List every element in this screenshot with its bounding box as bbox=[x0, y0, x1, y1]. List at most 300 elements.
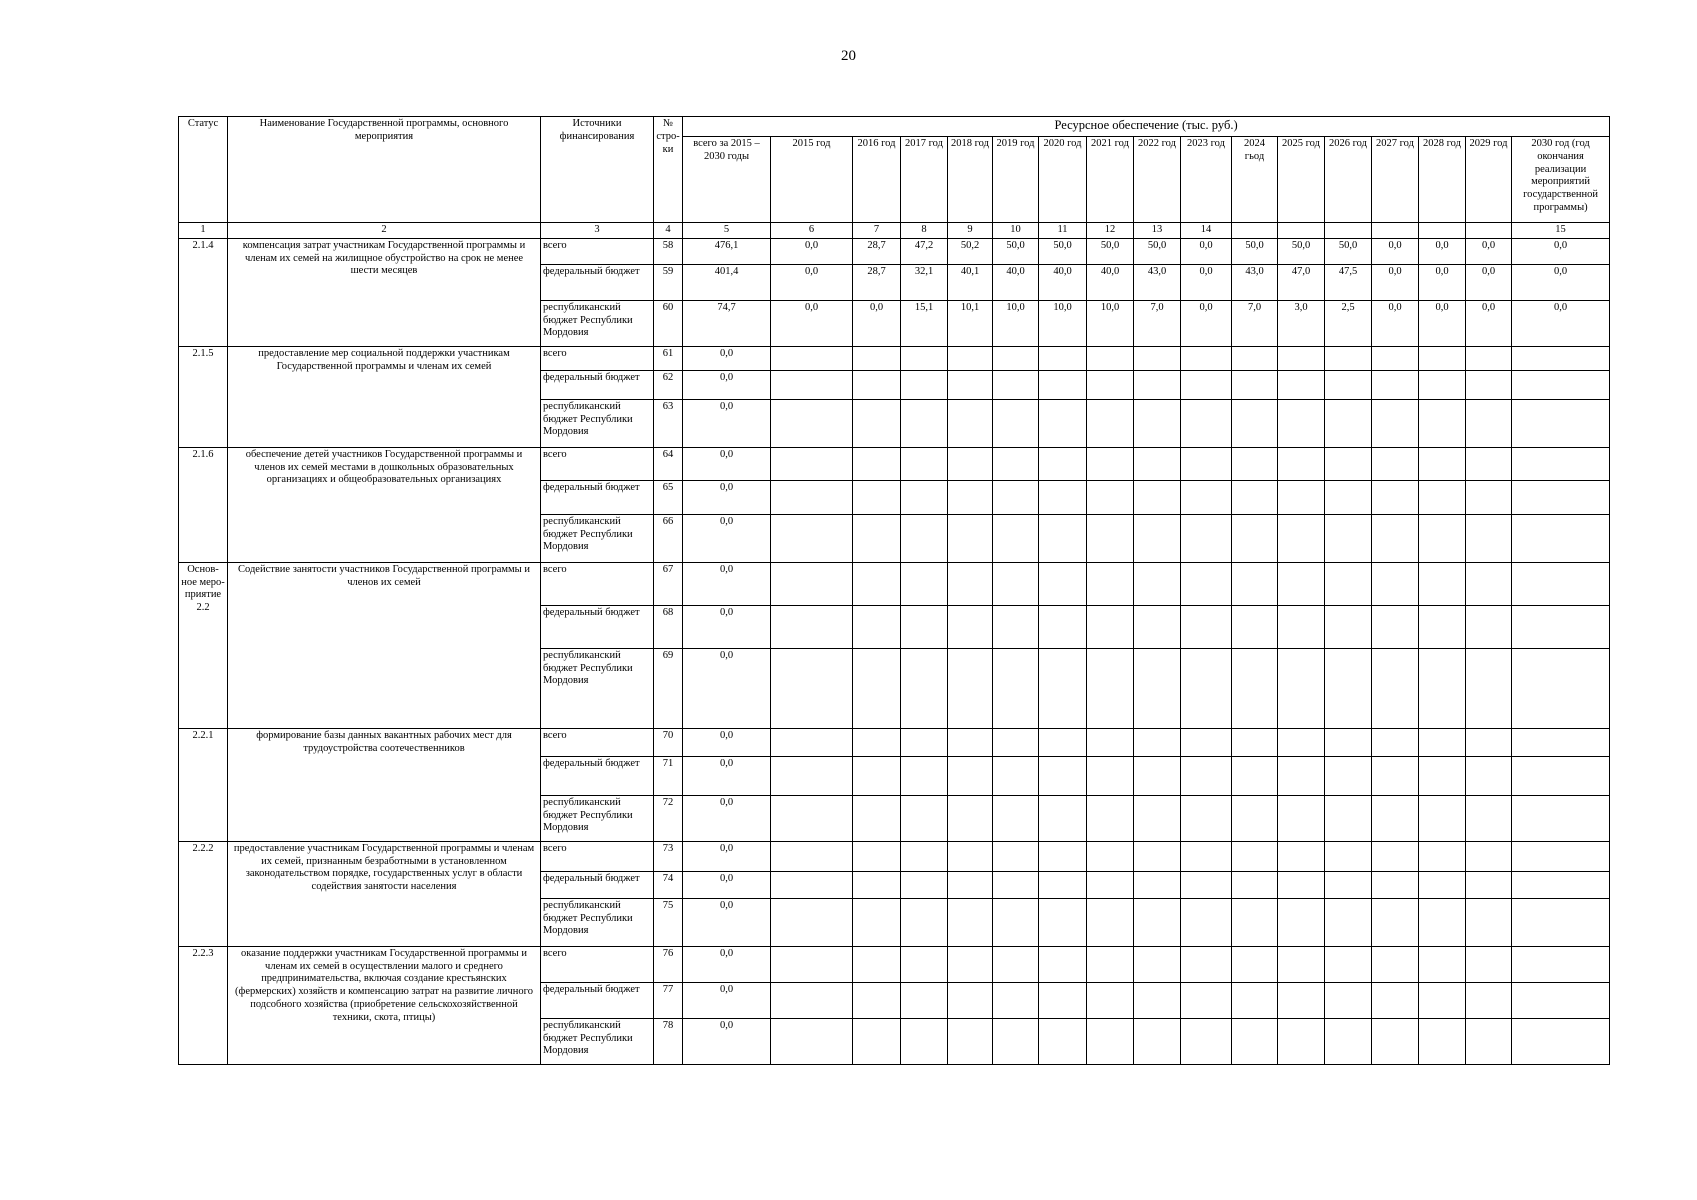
value-cell bbox=[1039, 946, 1087, 982]
value-cell bbox=[1181, 728, 1232, 756]
value-cell: 10,0 bbox=[993, 300, 1039, 346]
value-cell bbox=[1181, 346, 1232, 370]
source-cell: всего bbox=[541, 841, 654, 871]
value-cell bbox=[1325, 648, 1372, 728]
column-number: 8 bbox=[901, 223, 948, 239]
value-cell bbox=[771, 480, 853, 514]
value-cell bbox=[1039, 1018, 1087, 1064]
value-cell bbox=[1419, 982, 1466, 1018]
source-cell: федеральный бюджет bbox=[541, 982, 654, 1018]
value-cell bbox=[853, 982, 901, 1018]
value-cell bbox=[1134, 1018, 1181, 1064]
value-cell bbox=[1039, 898, 1087, 946]
column-number: 15 bbox=[1512, 223, 1610, 239]
row-number-cell: 63 bbox=[654, 399, 683, 447]
value-cell bbox=[1419, 370, 1466, 399]
value-cell: 0,0 bbox=[1181, 300, 1232, 346]
value-cell bbox=[1372, 480, 1419, 514]
value-cell bbox=[993, 605, 1039, 648]
source-cell: республиканский бюджет Республики Мордовия bbox=[541, 514, 654, 562]
value-cell: 0,0 bbox=[1419, 300, 1466, 346]
value-cell: 0,0 bbox=[683, 728, 771, 756]
value-cell: 0,0 bbox=[1512, 300, 1610, 346]
value-cell: 0,0 bbox=[1466, 264, 1512, 300]
value-cell bbox=[993, 648, 1039, 728]
source-cell: федеральный бюджет bbox=[541, 264, 654, 300]
column-number bbox=[1466, 223, 1512, 239]
value-cell bbox=[1325, 514, 1372, 562]
value-cell bbox=[1466, 648, 1512, 728]
row-number-cell: 62 bbox=[654, 370, 683, 399]
value-cell bbox=[1087, 480, 1134, 514]
value-cell bbox=[1232, 514, 1278, 562]
value-cell bbox=[771, 982, 853, 1018]
value-cell: 28,7 bbox=[853, 264, 901, 300]
value-cell bbox=[1278, 605, 1325, 648]
value-cell bbox=[948, 728, 993, 756]
value-cell bbox=[901, 871, 948, 898]
value-cell bbox=[1134, 514, 1181, 562]
value-cell bbox=[1466, 399, 1512, 447]
value-cell bbox=[853, 1018, 901, 1064]
value-cell bbox=[948, 447, 993, 480]
value-cell bbox=[853, 648, 901, 728]
value-cell bbox=[1232, 982, 1278, 1018]
status-cell: 2.1.5 bbox=[179, 346, 228, 447]
value-cell: 40,0 bbox=[993, 264, 1039, 300]
table-row bbox=[179, 238, 1610, 264]
value-cell: 0,0 bbox=[683, 514, 771, 562]
column-number: 9 bbox=[948, 223, 993, 239]
source-cell: республиканский бюджет Республики Мордовия bbox=[541, 300, 654, 346]
value-cell: 0,0 bbox=[683, 898, 771, 946]
value-cell bbox=[1466, 370, 1512, 399]
value-cell bbox=[948, 871, 993, 898]
column-number: 3 bbox=[541, 223, 654, 239]
value-cell bbox=[1466, 514, 1512, 562]
value-cell bbox=[1419, 946, 1466, 982]
value-cell bbox=[1278, 514, 1325, 562]
value-cell: 0,0 bbox=[771, 300, 853, 346]
value-cell: 43,0 bbox=[1232, 264, 1278, 300]
value-cell bbox=[1512, 346, 1610, 370]
value-cell bbox=[1512, 447, 1610, 480]
value-cell: 32,1 bbox=[901, 264, 948, 300]
row-number-cell: 77 bbox=[654, 982, 683, 1018]
value-cell bbox=[1278, 447, 1325, 480]
value-cell: 7,0 bbox=[1134, 300, 1181, 346]
header-year: 2015 год bbox=[771, 137, 853, 223]
column-number bbox=[1232, 223, 1278, 239]
value-cell: 0,0 bbox=[1512, 264, 1610, 300]
value-cell bbox=[771, 605, 853, 648]
value-cell bbox=[1512, 648, 1610, 728]
value-cell bbox=[1181, 795, 1232, 841]
value-cell bbox=[1181, 841, 1232, 871]
value-cell bbox=[948, 1018, 993, 1064]
source-cell: всего bbox=[541, 728, 654, 756]
value-cell bbox=[1134, 795, 1181, 841]
value-cell bbox=[1181, 1018, 1232, 1064]
value-cell bbox=[901, 946, 948, 982]
value-cell bbox=[1325, 1018, 1372, 1064]
value-cell bbox=[948, 795, 993, 841]
value-cell bbox=[1232, 480, 1278, 514]
value-cell bbox=[1181, 871, 1232, 898]
value-cell: 0,0 bbox=[1419, 264, 1466, 300]
value-cell bbox=[948, 898, 993, 946]
value-cell bbox=[1278, 648, 1325, 728]
value-cell bbox=[1278, 756, 1325, 795]
row-number-cell: 60 bbox=[654, 300, 683, 346]
value-cell bbox=[1278, 982, 1325, 1018]
value-cell bbox=[1087, 447, 1134, 480]
value-cell bbox=[901, 370, 948, 399]
column-number: 10 bbox=[993, 223, 1039, 239]
value-cell: 0,0 bbox=[1181, 238, 1232, 264]
value-cell bbox=[1134, 399, 1181, 447]
value-cell bbox=[771, 370, 853, 399]
header-year: 2019 год bbox=[993, 137, 1039, 223]
value-cell bbox=[1134, 605, 1181, 648]
value-cell: 10,1 bbox=[948, 300, 993, 346]
value-cell bbox=[993, 399, 1039, 447]
value-cell bbox=[853, 841, 901, 871]
value-cell bbox=[1134, 982, 1181, 1018]
table-row bbox=[179, 562, 1610, 605]
value-cell bbox=[993, 346, 1039, 370]
row-number-cell: 58 bbox=[654, 238, 683, 264]
value-cell bbox=[1372, 447, 1419, 480]
value-cell bbox=[901, 898, 948, 946]
program-name-cell: предоставление участникам Государственной программы и членам их семей, признанным безработными в установленном законодательством порядке, государственных услуг в области содействия занятости населения bbox=[228, 841, 541, 946]
value-cell: 0,0 bbox=[683, 605, 771, 648]
value-cell bbox=[901, 728, 948, 756]
value-cell bbox=[948, 982, 993, 1018]
value-cell bbox=[1039, 841, 1087, 871]
value-cell bbox=[853, 562, 901, 605]
value-cell bbox=[901, 399, 948, 447]
value-cell bbox=[1419, 562, 1466, 605]
header-sources: Источники финансирования bbox=[541, 117, 654, 223]
value-cell bbox=[1181, 370, 1232, 399]
status-cell: 2.2.3 bbox=[179, 946, 228, 1064]
value-cell bbox=[1325, 841, 1372, 871]
value-cell bbox=[1512, 1018, 1610, 1064]
value-cell bbox=[948, 946, 993, 982]
value-cell bbox=[993, 562, 1039, 605]
row-number-cell: 74 bbox=[654, 871, 683, 898]
source-cell: федеральный бюджет bbox=[541, 756, 654, 795]
value-cell bbox=[853, 480, 901, 514]
value-cell bbox=[1372, 795, 1419, 841]
value-cell bbox=[1232, 946, 1278, 982]
program-name-cell: компенсация затрат участникам Государственной программы и членам их семей на жилищное обустройство на срок не менее шести месяцев bbox=[228, 238, 541, 346]
value-cell: 3,0 bbox=[1278, 300, 1325, 346]
value-cell bbox=[1466, 841, 1512, 871]
value-cell: 50,0 bbox=[1087, 238, 1134, 264]
row-number-cell: 71 bbox=[654, 756, 683, 795]
value-cell: 47,5 bbox=[1325, 264, 1372, 300]
value-cell: 74,7 bbox=[683, 300, 771, 346]
row-number-cell: 67 bbox=[654, 562, 683, 605]
value-cell bbox=[1232, 447, 1278, 480]
value-cell bbox=[1232, 399, 1278, 447]
header-name: Наименование Государственной программы, основного мероприятия bbox=[228, 117, 541, 223]
row-number-cell: 66 bbox=[654, 514, 683, 562]
value-cell bbox=[1512, 982, 1610, 1018]
value-cell: 0,0 bbox=[1372, 238, 1419, 264]
value-cell bbox=[1466, 447, 1512, 480]
status-cell: 2.2.2 bbox=[179, 841, 228, 946]
value-cell bbox=[948, 605, 993, 648]
value-cell bbox=[1325, 871, 1372, 898]
value-cell bbox=[1181, 447, 1232, 480]
program-name-cell: Содействие занятости участников Государственной программы и членов их семей bbox=[228, 562, 541, 728]
value-cell bbox=[1419, 756, 1466, 795]
value-cell bbox=[1039, 795, 1087, 841]
header-year: 2026 год bbox=[1325, 137, 1372, 223]
value-cell bbox=[1232, 346, 1278, 370]
value-cell: 0,0 bbox=[683, 871, 771, 898]
value-cell bbox=[1039, 399, 1087, 447]
row-number-cell: 75 bbox=[654, 898, 683, 946]
value-cell bbox=[993, 841, 1039, 871]
value-cell bbox=[1278, 728, 1325, 756]
value-cell: 40,0 bbox=[1087, 264, 1134, 300]
value-cell bbox=[1278, 946, 1325, 982]
value-cell: 0,0 bbox=[1372, 300, 1419, 346]
value-cell: 50,2 bbox=[948, 238, 993, 264]
value-cell bbox=[1372, 514, 1419, 562]
column-number: 12 bbox=[1087, 223, 1134, 239]
value-cell bbox=[1278, 871, 1325, 898]
value-cell: 401,4 bbox=[683, 264, 771, 300]
value-cell: 50,0 bbox=[1039, 238, 1087, 264]
value-cell bbox=[1087, 346, 1134, 370]
value-cell bbox=[1039, 728, 1087, 756]
value-cell: 0,0 bbox=[683, 480, 771, 514]
header-status: Статус bbox=[179, 117, 228, 223]
value-cell: 0,0 bbox=[1181, 264, 1232, 300]
value-cell bbox=[901, 346, 948, 370]
value-cell bbox=[1087, 514, 1134, 562]
value-cell: 40,0 bbox=[1039, 264, 1087, 300]
source-cell: республиканский бюджет Республики Мордовия bbox=[541, 399, 654, 447]
value-cell: 50,0 bbox=[993, 238, 1039, 264]
value-cell bbox=[993, 898, 1039, 946]
value-cell bbox=[1232, 648, 1278, 728]
value-cell bbox=[1466, 982, 1512, 1018]
value-cell bbox=[1372, 946, 1419, 982]
value-cell bbox=[853, 447, 901, 480]
value-cell bbox=[1278, 841, 1325, 871]
header-year: всего за 2015 – 2030 годы bbox=[683, 137, 771, 223]
value-cell bbox=[1039, 346, 1087, 370]
value-cell: 50,0 bbox=[1134, 238, 1181, 264]
value-cell bbox=[1325, 795, 1372, 841]
value-cell: 0,0 bbox=[1466, 300, 1512, 346]
value-cell bbox=[1181, 562, 1232, 605]
value-cell bbox=[1134, 756, 1181, 795]
value-cell bbox=[993, 480, 1039, 514]
value-cell bbox=[993, 795, 1039, 841]
value-cell bbox=[1039, 648, 1087, 728]
header-year: 2023 год bbox=[1181, 137, 1232, 223]
value-cell bbox=[853, 399, 901, 447]
value-cell: 7,0 bbox=[1232, 300, 1278, 346]
source-cell: всего bbox=[541, 946, 654, 982]
value-cell: 47,2 bbox=[901, 238, 948, 264]
value-cell bbox=[771, 871, 853, 898]
value-cell bbox=[1512, 946, 1610, 982]
value-cell bbox=[1134, 447, 1181, 480]
value-cell bbox=[1512, 562, 1610, 605]
column-number: 13 bbox=[1134, 223, 1181, 239]
value-cell bbox=[1134, 946, 1181, 982]
value-cell bbox=[1419, 399, 1466, 447]
value-cell bbox=[993, 728, 1039, 756]
value-cell bbox=[1087, 648, 1134, 728]
value-cell: 15,1 bbox=[901, 300, 948, 346]
value-cell bbox=[853, 728, 901, 756]
value-cell bbox=[948, 841, 993, 871]
table-row bbox=[179, 946, 1610, 982]
value-cell bbox=[901, 1018, 948, 1064]
value-cell bbox=[1419, 841, 1466, 871]
table-row bbox=[179, 447, 1610, 480]
header-year: 2028 год bbox=[1419, 137, 1466, 223]
status-cell: 2.1.6 bbox=[179, 447, 228, 562]
value-cell bbox=[1181, 605, 1232, 648]
value-cell bbox=[1466, 1018, 1512, 1064]
value-cell: 0,0 bbox=[771, 264, 853, 300]
value-cell bbox=[771, 898, 853, 946]
value-cell bbox=[948, 370, 993, 399]
value-cell bbox=[1039, 871, 1087, 898]
value-cell bbox=[1181, 514, 1232, 562]
value-cell bbox=[1325, 447, 1372, 480]
value-cell bbox=[901, 841, 948, 871]
value-cell bbox=[948, 562, 993, 605]
value-cell bbox=[1325, 946, 1372, 982]
value-cell bbox=[1325, 605, 1372, 648]
value-cell bbox=[1419, 1018, 1466, 1064]
column-number: 2 bbox=[228, 223, 541, 239]
value-cell bbox=[1372, 898, 1419, 946]
row-number-cell: 69 bbox=[654, 648, 683, 728]
value-cell bbox=[1181, 982, 1232, 1018]
value-cell bbox=[771, 841, 853, 871]
value-cell bbox=[1039, 514, 1087, 562]
header-year: 2024 гьод bbox=[1232, 137, 1278, 223]
value-cell: 50,0 bbox=[1232, 238, 1278, 264]
value-cell bbox=[1039, 562, 1087, 605]
value-cell bbox=[1419, 514, 1466, 562]
column-number bbox=[1419, 223, 1466, 239]
value-cell bbox=[771, 399, 853, 447]
value-cell bbox=[853, 795, 901, 841]
value-cell bbox=[771, 1018, 853, 1064]
value-cell: 47,0 bbox=[1278, 264, 1325, 300]
value-cell bbox=[1325, 728, 1372, 756]
value-cell: 476,1 bbox=[683, 238, 771, 264]
row-number-cell: 72 bbox=[654, 795, 683, 841]
value-cell: 10,0 bbox=[1039, 300, 1087, 346]
value-cell bbox=[901, 480, 948, 514]
value-cell bbox=[1134, 346, 1181, 370]
value-cell: 0,0 bbox=[1419, 238, 1466, 264]
value-cell bbox=[1134, 480, 1181, 514]
value-cell bbox=[1372, 370, 1419, 399]
value-cell bbox=[1372, 728, 1419, 756]
value-cell bbox=[948, 756, 993, 795]
value-cell bbox=[853, 605, 901, 648]
value-cell bbox=[1372, 562, 1419, 605]
column-number: 7 bbox=[853, 223, 901, 239]
value-cell: 0,0 bbox=[853, 300, 901, 346]
value-cell bbox=[1419, 605, 1466, 648]
value-cell bbox=[1512, 898, 1610, 946]
value-cell bbox=[1512, 370, 1610, 399]
value-cell: 50,0 bbox=[1278, 238, 1325, 264]
value-cell bbox=[901, 756, 948, 795]
source-cell: федеральный бюджет bbox=[541, 480, 654, 514]
value-cell bbox=[1232, 841, 1278, 871]
row-number-cell: 61 bbox=[654, 346, 683, 370]
value-cell bbox=[1512, 841, 1610, 871]
source-cell: республиканский бюджет Республики Мордовия bbox=[541, 648, 654, 728]
value-cell bbox=[771, 514, 853, 562]
value-cell: 0,0 bbox=[1466, 238, 1512, 264]
column-number bbox=[1325, 223, 1372, 239]
value-cell bbox=[1512, 756, 1610, 795]
header-year: 2029 год bbox=[1466, 137, 1512, 223]
value-cell: 2,5 bbox=[1325, 300, 1372, 346]
value-cell bbox=[853, 871, 901, 898]
value-cell bbox=[1466, 898, 1512, 946]
value-cell bbox=[1181, 399, 1232, 447]
value-cell bbox=[853, 346, 901, 370]
table-row bbox=[179, 728, 1610, 756]
value-cell bbox=[1278, 898, 1325, 946]
value-cell bbox=[948, 346, 993, 370]
value-cell bbox=[1419, 871, 1466, 898]
value-cell: 28,7 bbox=[853, 238, 901, 264]
value-cell bbox=[901, 447, 948, 480]
program-name-cell: формирование базы данных вакантных рабочих мест для трудоустройства соотечественников bbox=[228, 728, 541, 841]
value-cell bbox=[853, 946, 901, 982]
value-cell: 40,1 bbox=[948, 264, 993, 300]
value-cell bbox=[1466, 946, 1512, 982]
column-number: 4 bbox=[654, 223, 683, 239]
header-year: 2016 год bbox=[853, 137, 901, 223]
value-cell bbox=[1278, 346, 1325, 370]
column-number: 11 bbox=[1039, 223, 1087, 239]
header-year: 2022 год bbox=[1134, 137, 1181, 223]
value-cell bbox=[901, 648, 948, 728]
row-number-cell: 78 bbox=[654, 1018, 683, 1064]
header-year: 2025 год bbox=[1278, 137, 1325, 223]
source-cell: всего bbox=[541, 346, 654, 370]
value-cell bbox=[1039, 447, 1087, 480]
value-cell bbox=[1372, 871, 1419, 898]
value-cell bbox=[771, 346, 853, 370]
source-cell: республиканский бюджет Республики Мордовия bbox=[541, 795, 654, 841]
resource-table bbox=[178, 116, 1610, 1065]
value-cell bbox=[1512, 514, 1610, 562]
value-cell bbox=[1419, 480, 1466, 514]
